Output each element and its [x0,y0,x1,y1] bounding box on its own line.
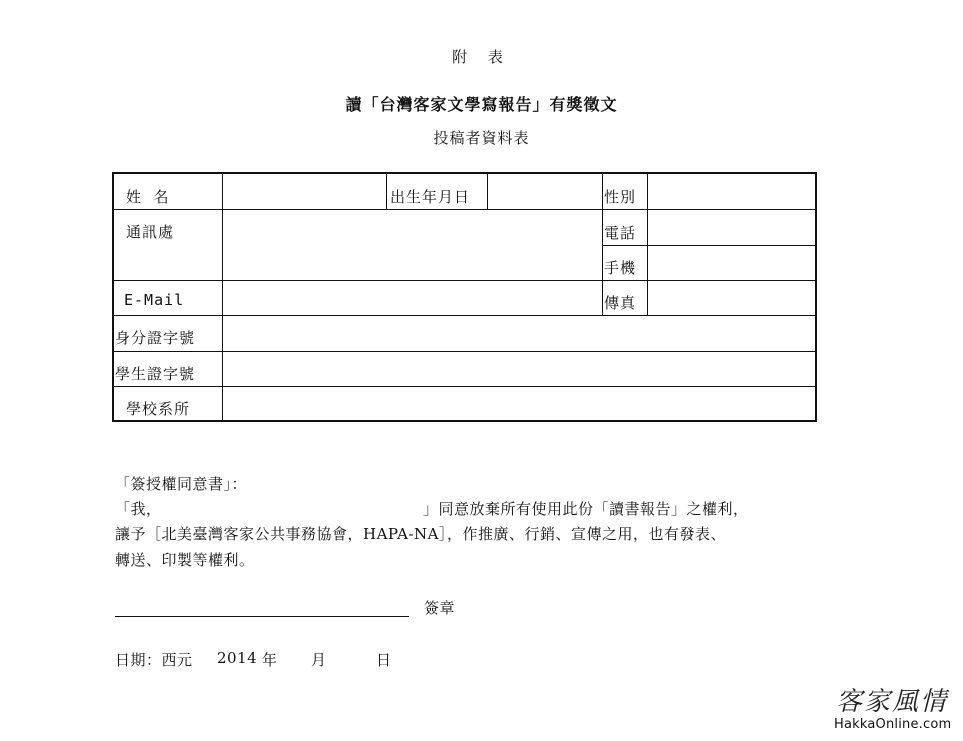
signature-label: 簽章 [424,599,456,617]
phone-field[interactable] [649,211,813,244]
date-month-unit: 月 [311,651,327,669]
row-divider [114,386,815,387]
fax-field[interactable] [649,282,813,314]
row-divider [114,280,815,281]
mobile-field[interactable] [649,246,813,279]
fax-label: 傳真 [604,294,637,312]
agreement-line1-end: 」同意放棄所有使用此份「讀書報告」之權利， [423,500,749,518]
agreement-line2: 讓予［北美臺灣客家公共事務協會，HAPA-NA］，作推廣、行銷、宣傳之用，也有發表、 [115,525,726,543]
id-number-label: 身分證字號 [115,329,196,347]
gender-label: 性別 [604,188,637,206]
column-divider [487,174,488,209]
date-day-unit: 日 [376,651,392,669]
column-divider [222,174,223,420]
signature-line[interactable] [115,616,409,617]
appendix-label: 附 表 [452,48,511,66]
email-label: E-Mail [124,291,185,309]
contributor-form-table [112,172,817,422]
student-id-field[interactable] [224,353,813,385]
name-label: 姓 名 [126,188,170,206]
id-number-field[interactable] [224,317,813,350]
date-year: 2014 [217,649,258,667]
agreement-line3: 轉送、印製等權利。 [115,551,255,569]
email-field[interactable] [224,282,600,314]
column-divider [386,174,387,209]
page-title: 讀「台灣客家文學寫報告」有獎徵文 [345,95,618,114]
row-divider [114,351,815,352]
row-divider [114,315,815,316]
date-label: 日期：西元 [115,651,193,669]
phone-label: 電話 [604,224,637,242]
student-id-label: 學生證字號 [115,365,196,383]
watermark-url: HakkaOnline.com [834,717,952,732]
gender-field[interactable] [649,176,813,208]
mobile-label: 手機 [604,259,637,277]
school-field[interactable] [224,388,813,420]
agreement-name-blank[interactable] [160,496,422,518]
address-label: 通訊處 [126,223,175,241]
column-divider [602,174,603,315]
column-divider [647,174,648,315]
row-divider [114,209,815,210]
date-year-unit: 年 [262,651,278,669]
school-label: 學校系所 [126,400,191,418]
agreement-line1-start: 「我， [115,500,162,518]
name-field[interactable] [224,176,384,208]
birthdate-field[interactable] [489,176,600,208]
birthdate-label: 出生年月日 [390,188,471,206]
address-field[interactable] [224,211,600,279]
watermark-logo: 客家風情 [836,687,949,717]
form-subtitle: 投稿者資料表 [433,129,530,147]
agreement-heading: 「簽授權同意書」： [115,475,248,493]
